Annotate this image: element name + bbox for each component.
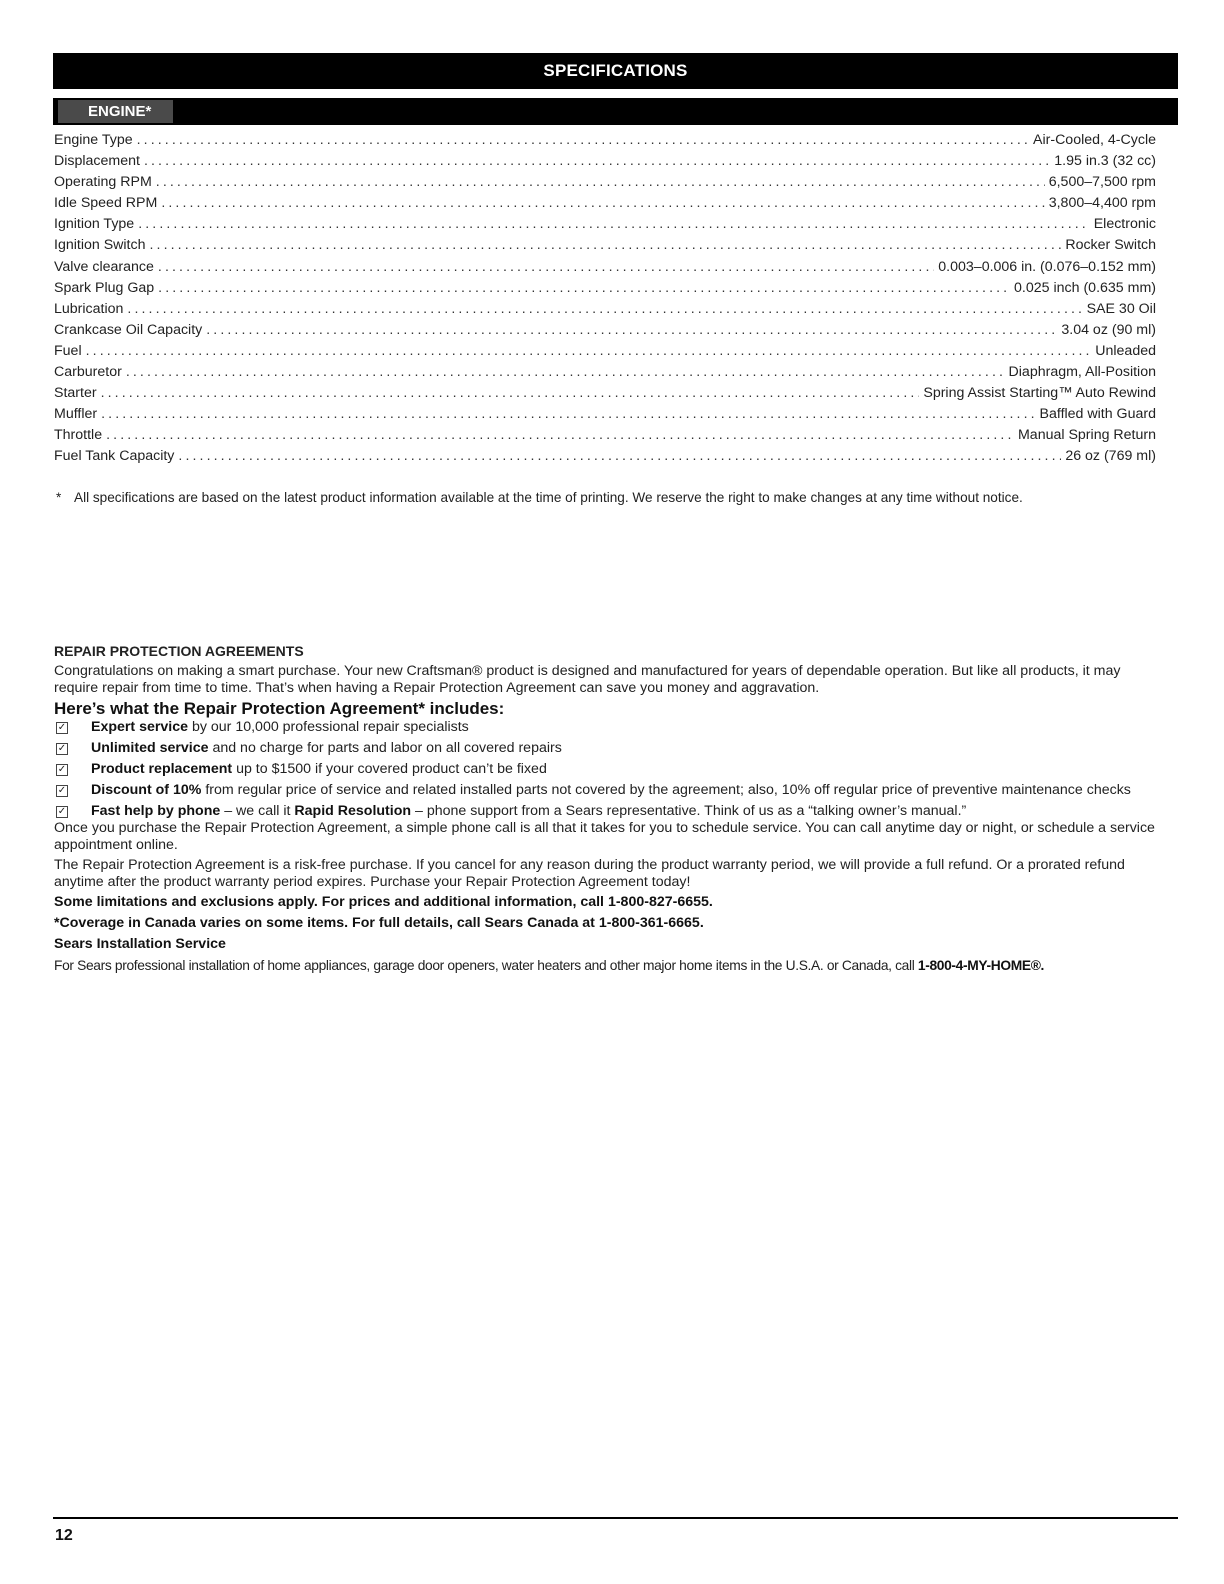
repair-protection-section <box>54 643 1164 974</box>
rpa-includes-heading: Here’s what the Repair Protection Agreement* includes: <box>54 699 505 718</box>
spec-row <box>54 322 1156 343</box>
spec-value: SAE 30 Oil <box>1086 300 1156 317</box>
page-number: 12 <box>55 1527 73 1544</box>
leader-dots <box>158 259 934 275</box>
engine-section-bar <box>53 98 1178 125</box>
rpa-benefits-list <box>54 719 1164 820</box>
spec-label: Throttle <box>54 427 103 444</box>
leader-dots <box>178 448 1061 464</box>
list-item <box>54 803 1164 820</box>
spec-value: 6,500–7,500 rpm <box>1048 174 1156 191</box>
leader-dots <box>206 322 1057 338</box>
leader-dots <box>158 280 1010 296</box>
installation-service-title: Sears Installation Service <box>54 936 226 952</box>
spec-row <box>54 301 1156 322</box>
engine-section-title: ENGINE* <box>58 100 173 123</box>
spec-row <box>54 406 1156 427</box>
leader-dots <box>137 132 1029 148</box>
spec-row <box>54 448 1156 469</box>
footer-rule <box>53 1517 1178 1519</box>
leader-dots <box>106 427 1014 443</box>
rpa-canada-coverage: *Coverage in Canada varies on some items. For full details, call Sears Canada at 1-800-361-6665. <box>54 915 704 931</box>
spec-value: Diaphragm, All-Position <box>1008 364 1156 381</box>
spec-label: Ignition Switch <box>54 237 146 254</box>
spec-value: 3,800–4,400 rpm <box>1048 195 1156 212</box>
checkmark-icon: ✓ <box>57 806 67 817</box>
specs-footnote <box>56 490 1176 505</box>
spec-row <box>54 385 1156 406</box>
spec-label: Displacement <box>54 153 140 170</box>
spec-row <box>54 132 1156 153</box>
list-item <box>54 719 1164 736</box>
spec-value: Manual Spring Return <box>1017 427 1156 444</box>
spec-row <box>54 237 1156 258</box>
spec-label: Crankcase Oil Capacity <box>54 321 203 338</box>
installation-phone: 1-800-4-MY-HOME®. <box>917 958 1045 973</box>
leader-dots <box>156 174 1045 190</box>
spec-value: 3.04 oz (90 ml) <box>1061 321 1156 338</box>
spec-row <box>54 427 1156 448</box>
leader-dots <box>161 195 1044 211</box>
spec-value: 0.025 inch (0.635 mm) <box>1014 279 1156 296</box>
spec-value: Spring Assist Starting™ Auto Rewind <box>923 385 1156 402</box>
footnote-text: All specifications are based on the latest product information available at the time of printing. We reserve the right to make changes at any time without notice. <box>74 490 1023 505</box>
leader-dots <box>126 364 1005 380</box>
checkmark-icon: ✓ <box>57 785 67 796</box>
leader-dots <box>144 153 1050 169</box>
spec-row <box>54 216 1156 237</box>
specifications-banner: SPECIFICATIONS <box>53 53 1178 89</box>
spec-value: Rocker Switch <box>1065 237 1156 254</box>
spec-row <box>54 343 1156 364</box>
rpa-paragraph-refund: The Repair Protection Agreement is a risk-free purchase. If you cancel for any reason during the product warranty period, we will provide a full refund. Or a prorated refund anytime after the product warranty period expires. Purchase your Repair Protection Agreement today! <box>54 857 1125 890</box>
spec-value: Electronic <box>1093 216 1156 233</box>
rpa-title: REPAIR PROTECTION AGREEMENTS <box>54 643 304 659</box>
spec-row <box>54 174 1156 195</box>
list-item <box>54 782 1164 799</box>
spec-label: Lubrication <box>54 300 124 317</box>
list-item <box>54 740 1164 757</box>
spec-value: Unleaded <box>1095 342 1156 359</box>
spec-label: Fuel <box>54 342 82 359</box>
benefit-text: Discount of 10% from regular price of service and related installed parts not covered by the agreement; also, 10% off regular price of preventive maintenance checks <box>91 782 1131 798</box>
leader-dots <box>101 406 1035 422</box>
benefit-text: Expert service by our 10,000 professional repair specialists <box>91 719 469 735</box>
spec-row <box>54 153 1156 174</box>
spec-label: Valve clearance <box>54 258 154 275</box>
spec-label: Spark Plug Gap <box>54 279 155 296</box>
spec-label: Ignition Type <box>54 216 135 233</box>
spec-value: 26 oz (769 ml) <box>1065 448 1156 465</box>
benefit-text: Fast help by phone – we call it Rapid Resolution – phone support from a Sears representative. Think of us as a “talking owner’s manual.” <box>91 803 967 819</box>
spec-label: Starter <box>54 385 97 402</box>
footnote-mark: * <box>56 490 62 505</box>
leader-dots <box>86 343 1092 359</box>
spec-label: Idle Speed RPM <box>54 195 158 212</box>
installation-service-text: For Sears professional installation of home appliances, garage door openers, water heaters and other major home items in the U.S.A. or Canada, call 1-800-4-MY-HOME®. <box>54 958 1045 973</box>
leader-dots <box>149 237 1061 253</box>
spec-value: 0.003–0.006 in. (0.076–0.152 mm) <box>938 258 1156 275</box>
checkmark-icon: ✓ <box>57 764 67 775</box>
rpa-intro: Congratulations on making a smart purchase. Your new Craftsman® product is designed and manufactured for years of dependable operation. But like all products, it may require repair from time to time. That’s when having a Repair Protection Agreement can save you money and aggravation. <box>54 663 1121 696</box>
spec-label: Operating RPM <box>54 174 152 191</box>
leader-dots <box>101 385 920 401</box>
benefit-text: Unlimited service and no charge for parts and labor on all covered repairs <box>91 740 562 756</box>
spec-list <box>54 132 1156 470</box>
spec-row <box>54 364 1156 385</box>
spec-label: Carburetor <box>54 364 122 381</box>
benefit-text: Product replacement up to $1500 if your covered product can’t be fixed <box>91 761 547 777</box>
spec-label: Engine Type <box>54 132 133 148</box>
list-item <box>54 761 1164 778</box>
spec-row <box>54 280 1156 301</box>
spec-label: Fuel Tank Capacity <box>54 448 175 465</box>
spec-value: Baffled with Guard <box>1039 406 1156 423</box>
rpa-paragraph-scheduling: Once you purchase the Repair Protection Agreement, a simple phone call is all that it takes for you to schedule service. You can call anytime day or night, or schedule a service appointment online. <box>54 820 1155 853</box>
leader-dots <box>127 301 1082 317</box>
checkmark-icon: ✓ <box>57 743 67 754</box>
spec-value: Air-Cooled, 4-Cycle <box>1033 132 1156 148</box>
rpa-limitations: Some limitations and exclusions apply. For prices and additional information, call 1-800-827-6655. <box>54 894 713 910</box>
spec-row <box>54 259 1156 280</box>
spec-label: Muffler <box>54 406 98 423</box>
checkmark-icon: ✓ <box>57 722 67 733</box>
leader-dots <box>138 216 1090 232</box>
spec-row <box>54 195 1156 216</box>
spec-value: 1.95 in.3 (32 cc) <box>1054 153 1156 170</box>
